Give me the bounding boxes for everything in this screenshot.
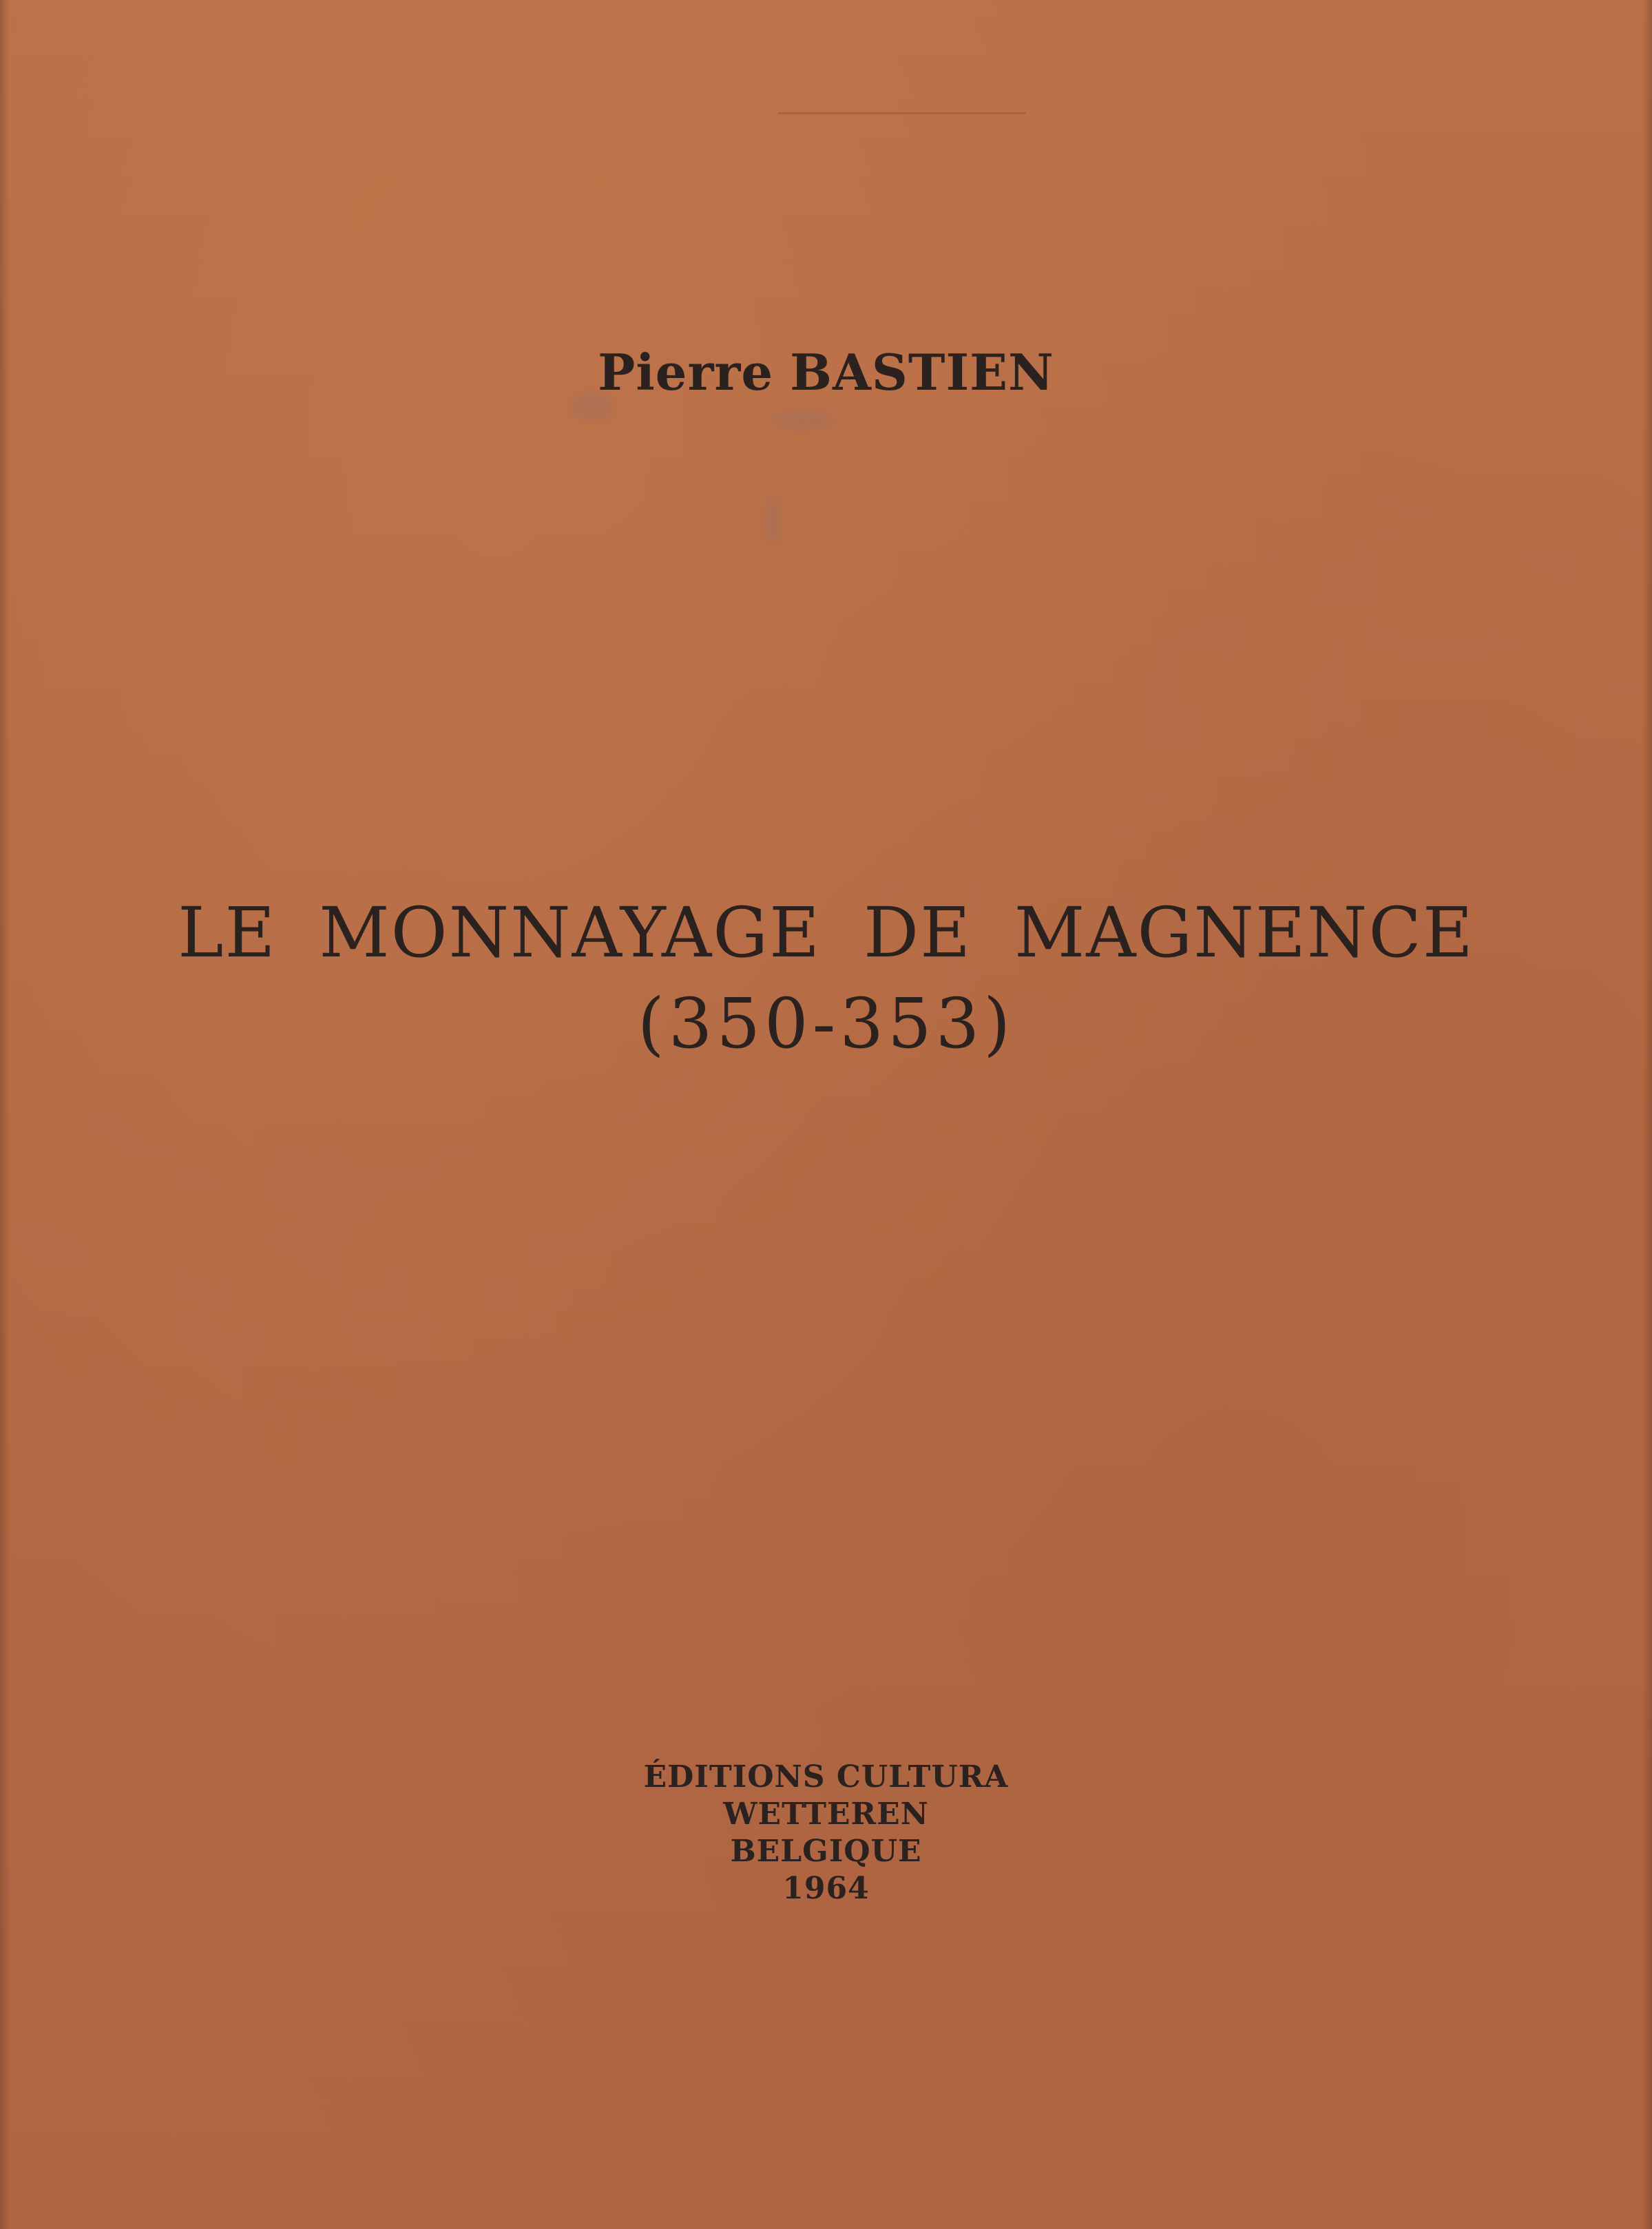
book-title: LE MONNAYAGE DE MAGNENCE [178, 892, 1474, 973]
paper-smudge [764, 496, 781, 544]
author-given-name: Pierre [598, 343, 774, 401]
publisher-name: ÉDITIONS CULTURA [643, 1759, 1009, 1794]
author-family-name: BASTIEN [790, 343, 1054, 401]
paper-scratch-mark [778, 112, 1026, 114]
book-title-years: (350-353) [637, 983, 1015, 1064]
publisher-block [0, 1759, 1652, 1907]
publication-year: 1964 [782, 1871, 870, 1906]
publisher-country: BELGIQUE [730, 1834, 922, 1869]
author-name [0, 343, 1652, 401]
publisher-city: WETTEREN [723, 1797, 929, 1832]
paper-smudge [771, 410, 833, 430]
